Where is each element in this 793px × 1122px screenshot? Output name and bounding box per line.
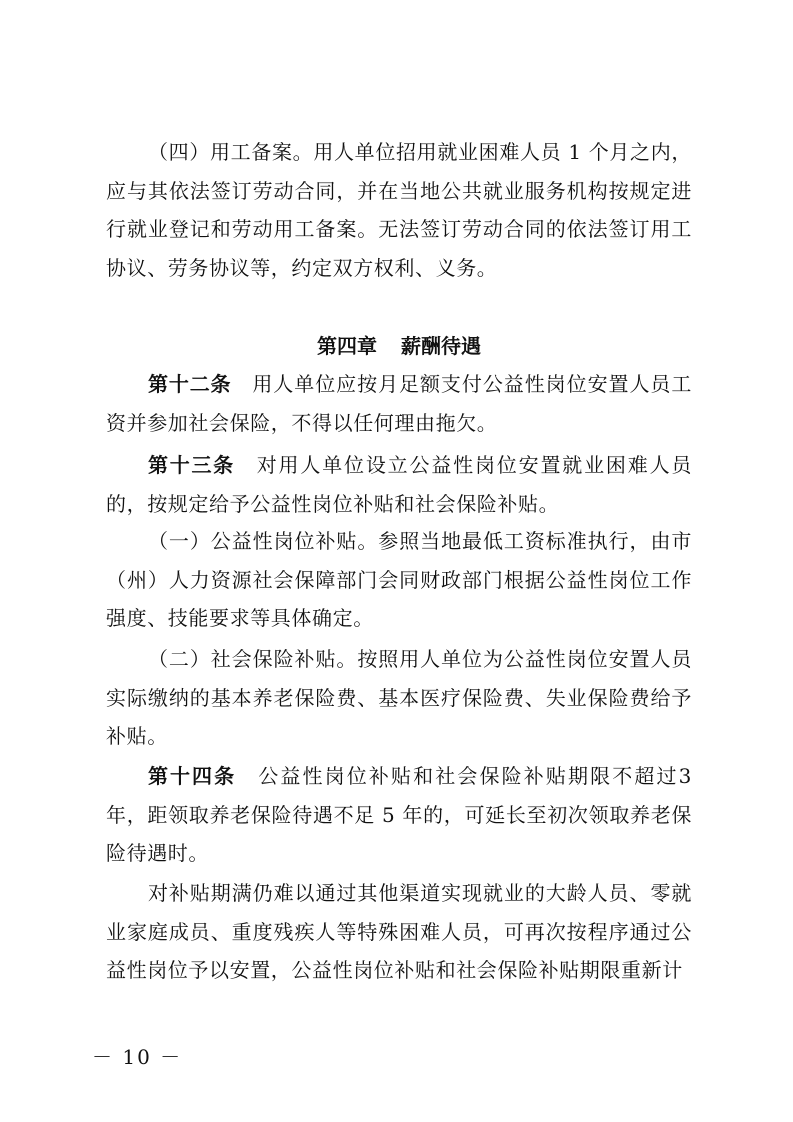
page-number: － 10 － <box>92 1045 183 1069</box>
article-13-item-2: （二）社会保险补贴。按照用人单位为公益性岗位安置人员实际缴纳的基本养老保险费、基本医疗保险费、失业保险费给予补贴。 <box>106 647 692 748</box>
article-12-text: 用人单位应按月足额支付公益性岗位安置人员工资并参加社会保险，不得以任何理由拖欠。 <box>106 372 692 435</box>
article-14-text: 公益性岗位补贴和社会保险补贴期限不超过3年，距领取养老保险待遇不足 5 年的，可延长至初次领取养老保险待遇时。 <box>106 764 692 865</box>
chapter-title: 薪酬待遇 <box>401 334 481 358</box>
article-14-paragraph-2: 对补贴期满仍难以通过其他渠道实现就业的大龄人员、零就业家庭成员、重度残疾人等特殊困难人员，可再次按程序通过公益性岗位予以安置，公益性岗位补贴和社会保险补贴期限重新计 <box>106 881 692 982</box>
article-12-label: 第十二条 <box>148 372 232 396</box>
paragraph-employment-filing: （四）用工备案。用人单位招用就业困难人员 1 个月之内，应与其依法签订劳动合同，并在当地公共就业服务机构按规定进行就业登记和劳动用工备案。无法签订劳动合同的依法签订用工协议、劳务协议等，约定双方权利、义务。 <box>106 140 692 280</box>
article-13-text: 对用人单位设立公益性岗位安置就业困难人员的，按规定给予公益性岗位补贴和社会保险补贴。 <box>106 453 693 516</box>
article-14 <box>106 757 692 873</box>
article-13 <box>106 446 692 523</box>
article-13-label: 第十三条 <box>148 453 235 477</box>
chapter-heading <box>106 327 692 365</box>
article-13-item-1: （一）公益性岗位补贴。参照当地最低工资标准执行，由市（州）人力资源社会保障部门会同财政部门根据公益性岗位工作强度、技能要求等具体确定。 <box>106 529 692 630</box>
article-14-label: 第十四条 <box>148 764 237 788</box>
article-12 <box>106 365 692 442</box>
chapter-number: 第四章 <box>317 334 377 358</box>
